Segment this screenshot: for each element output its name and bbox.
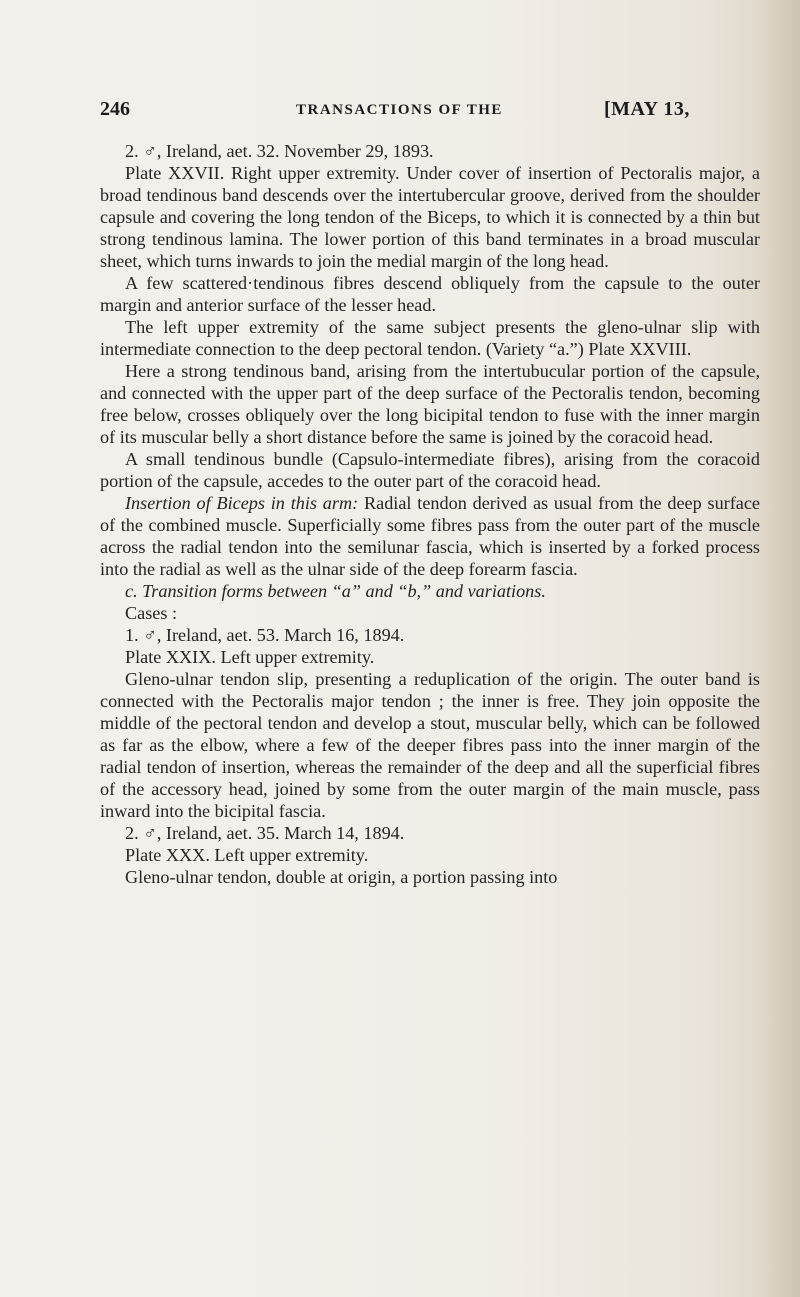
paragraph: A few scattered·tendinous fibres descend obliquely from the capsule to the outer margin and anterior surface of the lesser head.: [100, 273, 760, 315]
plate-line: Plate XXX. Left upper extremity.: [125, 845, 369, 865]
header-date: [MAY 13,: [604, 98, 690, 120]
insertion-text: Radial tendon derived as usual from the deep surface of the combined muscle. Superficially some fibres pass from the outer part of the muscle across the radial tendon into the semilunar fascia, which is inserted by a forked process into the radial as well as the ulnar side of the deep forearm fascia.: [100, 493, 760, 579]
insertion-heading: Insertion of Biceps in this arm:: [125, 493, 359, 513]
running-title: TRANSACTIONS OF THE: [296, 102, 503, 118]
paragraph: [100, 492, 760, 580]
paragraph: Gleno-ulnar tendon slip, presenting a reduplication of the origin. The outer band is connected with the Pectoralis major tendon ; the inner is free. They join opposite the middle of the pectoral tendon and develop a stout, muscular belly, which can be followed as far as the elbow, where a few of the deeper fibres pass into the inner margin of the radial tendon of insertion, whereas the remainder of the deep and all the superficial fibres of the accessory head, joined by some from the outer margin of the main muscle, pass inward into the bicipital fascia.: [100, 669, 760, 821]
paragraph: The left upper extremity of the same subject presents the gleno-ulnar slip with intermediate connection to the deep pectoral tendon. (Variety “a.”) Plate XXVIII.: [100, 317, 760, 359]
plate-line: Plate XXIX. Left upper extremity.: [125, 647, 375, 667]
body-text: [100, 140, 760, 888]
running-header: [100, 98, 760, 126]
page-number: 246: [100, 98, 130, 120]
page-edge-shadow: [760, 0, 800, 1297]
case-heading: 2. ♂, Ireland, aet. 35. March 14, 1894.: [125, 823, 405, 843]
paragraph: Here a strong tendinous band, arising from the intertubucular portion of the capsule, and connected with the upper part of the deep surface of the Pectoralis tendon, becoming free below, crosses obliquely over the long bicipital tendon to fuse with the inner margin of its muscular belly a short distance before the same is joined by the coracoid head.: [100, 361, 760, 447]
case-heading: 1. ♂, Ireland, aet. 53. March 16, 1894.: [125, 625, 405, 645]
paragraph: Gleno-ulnar tendon, double at origin, a portion passing into: [125, 867, 558, 887]
paragraph: Plate XXVII. Right upper extremity. Under cover of insertion of Pectoralis major, a broad tendinous band descends over the intertubercular groove, derived from the shoulder capsule and covering the long tendon of the Biceps, to which it is connected by a thin but strong tendinous lamina. The lower portion of this band terminates in a broad muscular sheet, which turns inwards to join the medial margin of the long head.: [100, 163, 760, 271]
paragraph: A small tendinous bundle (Capsulo-intermediate fibres), arising from the coracoid portion of the capsule, accedes to the outer part of the coracoid head.: [100, 449, 760, 491]
cases-label: Cases :: [125, 603, 178, 623]
case-heading: 2. ♂, Ireland, aet. 32. November 29, 1893.: [125, 141, 434, 161]
section-heading: c. Transition forms between “a” and “b,” and variations.: [125, 581, 546, 601]
